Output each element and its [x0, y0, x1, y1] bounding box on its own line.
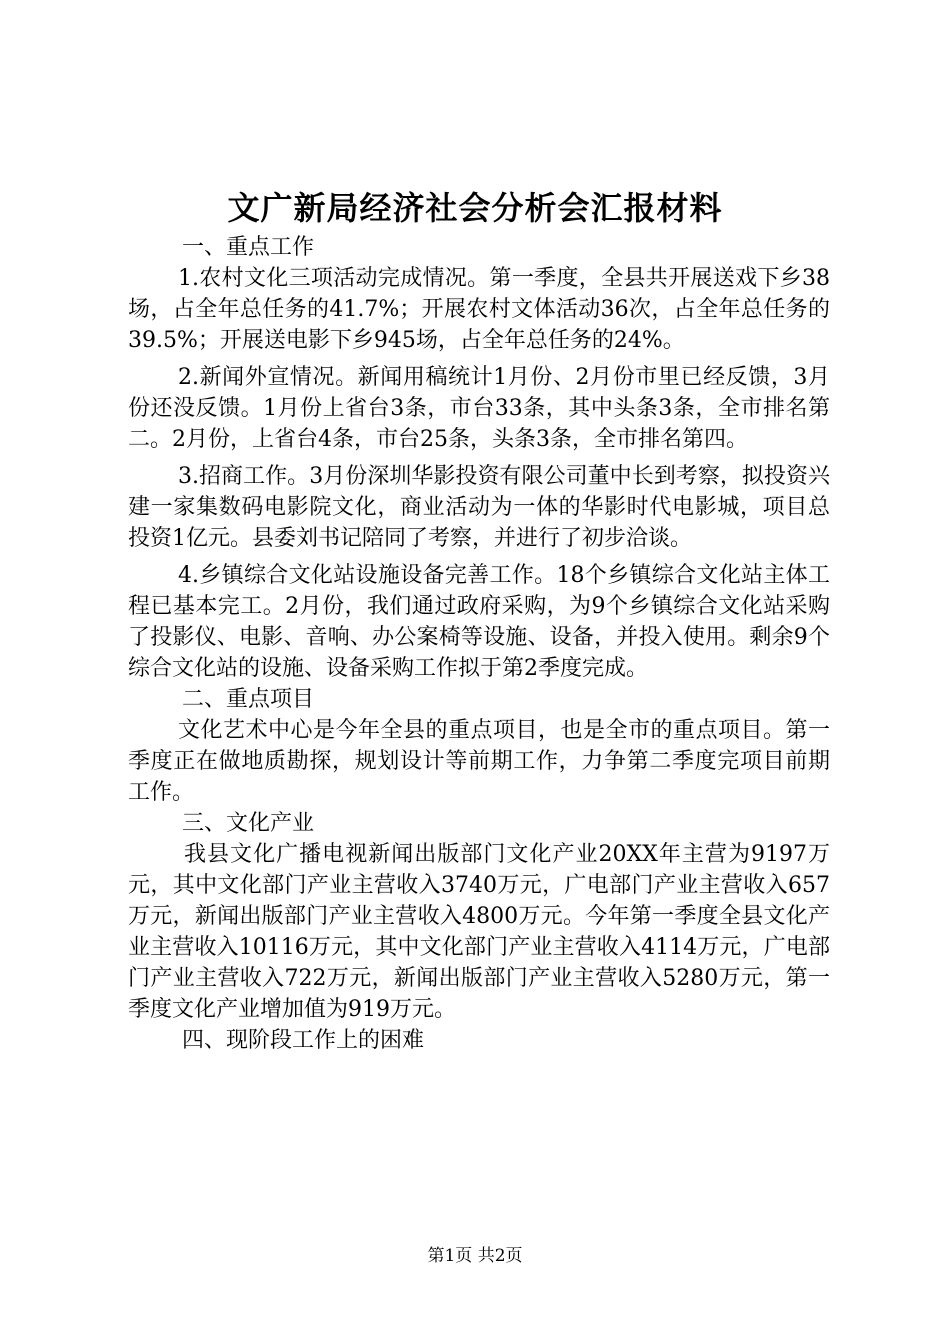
section-heading-key-work: 一、重点工作: [182, 235, 315, 260]
paragraph-news-publicity: 2.新闻外宣情况。新闻用稿统计1月份、2月份市里已经反馈，3月份还没反馈。1月份上省台3条，市台33条，其中头条3条，全市排名第二。2月份，上省台4条，市台25条，头条3条，全市排名第四。: [128, 365, 830, 452]
paragraph-rural-culture: 1.农村文化三项活动完成情况。第一季度，全县共开展送戏下乡38场，占全年总任务的41.7%；开展农村文体活动36次，占全年总任务的39.5%；开展送电影下乡945场，占全年总任务的24%。: [128, 266, 830, 353]
paragraph-investment: 3.招商工作。3月份深圳华影投资有限公司董中长到考察，拟投资兴建一家集数码电影院文化，商业活动为一体的华影时代电影城，项目总投资1亿元。县委刘书记陪同了考察，并进行了初步洽谈。: [128, 464, 830, 551]
document-body: [128, 232, 830, 1056]
paragraph-culture-stations: 4.乡镇综合文化站设施设备完善工作。18个乡镇综合文化站主体工程已基本完工。2月份，我们通过政府采购，为9个乡镇综合文化站采购了投影仪、电影、音响、办公案椅等设施、设备，并投入使用。剩余9个综合文化站的设施、设备采购工作拟于第2季度完成。: [128, 563, 830, 681]
section-heading-key-projects: 二、重点项目: [182, 687, 315, 712]
section-heading-culture-industry: 三、文化产业: [182, 811, 315, 836]
section-heading-difficulties: 四、现阶段工作上的困难: [182, 1028, 425, 1053]
paragraph-arts-center: 文化艺术中心是今年全县的重点项目，也是全市的重点项目。第一季度正在做地质勘探，规划设计等前期工作，力争第二季度完项目前期工作。: [128, 718, 830, 805]
paragraph-industry-revenue: 我县文化广播电视新闻出版部门文化产业20XX年主营为9197万元，其中文化部门产业主营收入3740万元，广电部门产业主营收入657万元，新闻出版部门产业主营收入4800万元。今年第一季度全县文化产业主营收入10116万元，其中文化部门产业主营收入4114万元，广电部门产业主营收入722万元，新闻出版部门产业主营收入5280万元，第一季度文化产业增加值为919万元。: [128, 842, 830, 1022]
document-title: 文广新局经济社会分析会汇报材料: [227, 189, 723, 227]
page-footer: 第1页 共2页: [427, 1246, 523, 1266]
